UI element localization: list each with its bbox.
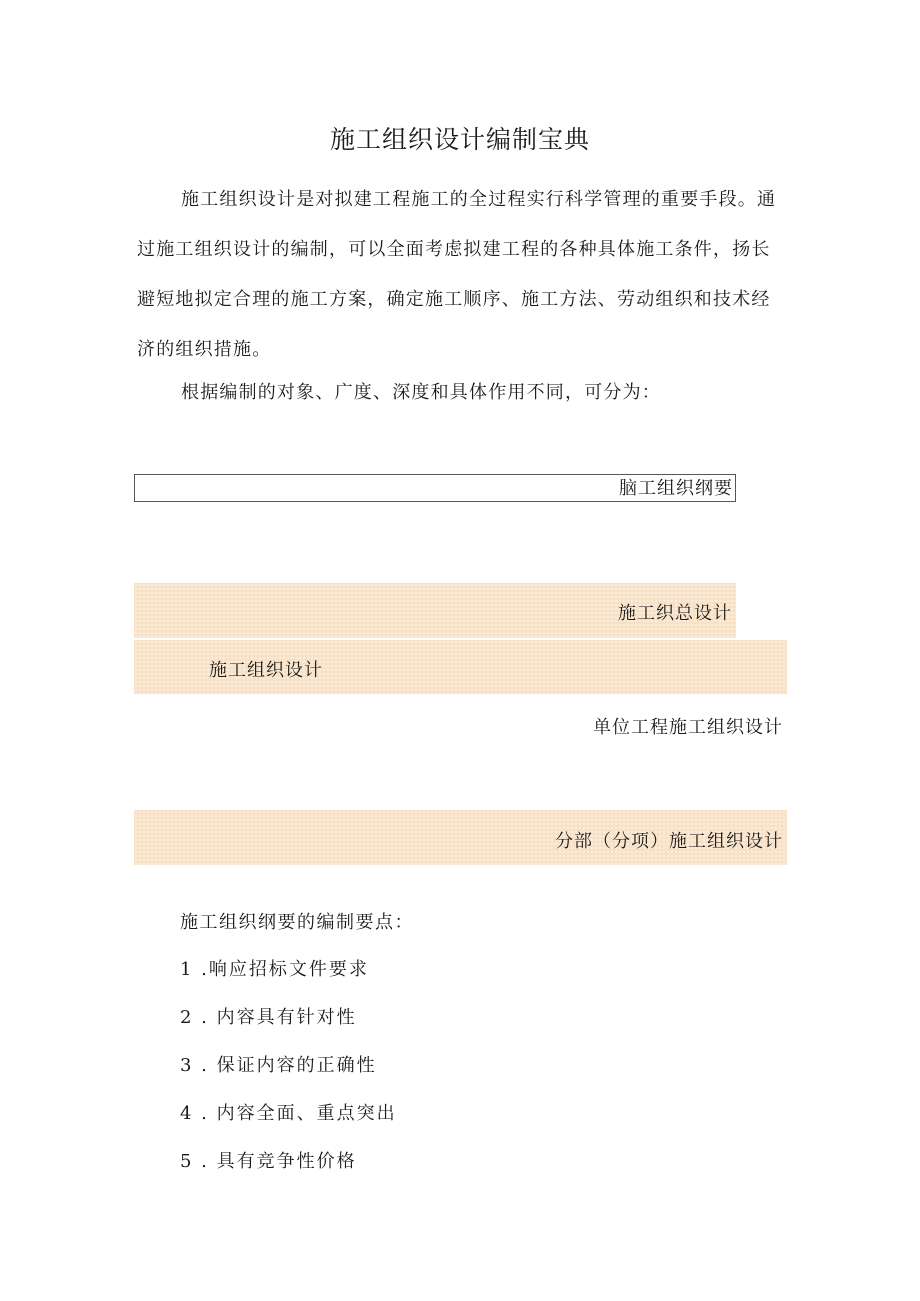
overall-design-label: 施工织总设计 <box>618 603 732 624</box>
subdivision-design-label: 分部（分项）施工组织设计 <box>555 831 783 852</box>
document-title: 施工组织设计编制宝典 <box>329 125 590 154</box>
key-points-heading: 施工组织纲要的编制要点： <box>180 912 414 933</box>
list-item: 2 . 内容具有针对性 <box>180 1007 357 1028</box>
classification-paragraph: 根据编制的对象、广度、深度和具体作用不同，可分为： <box>181 382 661 403</box>
list-item: 1 .响应招标文件要求 <box>180 959 369 980</box>
list-item: 3 . 保证内容的正确性 <box>180 1055 377 1076</box>
overall-design-band <box>134 583 736 638</box>
list-item: 4 . 内容全面、重点突出 <box>180 1103 397 1124</box>
key-points-list <box>180 951 397 1191</box>
list-item: 5 . 具有竞争性价格 <box>180 1151 357 1172</box>
root-design-band <box>134 640 787 694</box>
unit-project-design-label: 单位工程施工组织设计 <box>593 717 783 738</box>
outline-node-label: 脑工组织纲要 <box>619 478 733 499</box>
intro-paragraph: 施工组织设计是对拟建工程施工的全过程实行科学管理的重要手段。通过施工组织设计的编制，可以全面考虑拟建工程的各种具体施工条件，扬长避短地拟定合理的施工方案，确定施工顺序、施工方法、劳动组织和技术经济的组织措施。 <box>137 189 777 360</box>
root-design-label: 施工组织设计 <box>209 660 323 681</box>
subdivision-design-band <box>134 810 787 865</box>
outline-node-box <box>134 474 736 502</box>
